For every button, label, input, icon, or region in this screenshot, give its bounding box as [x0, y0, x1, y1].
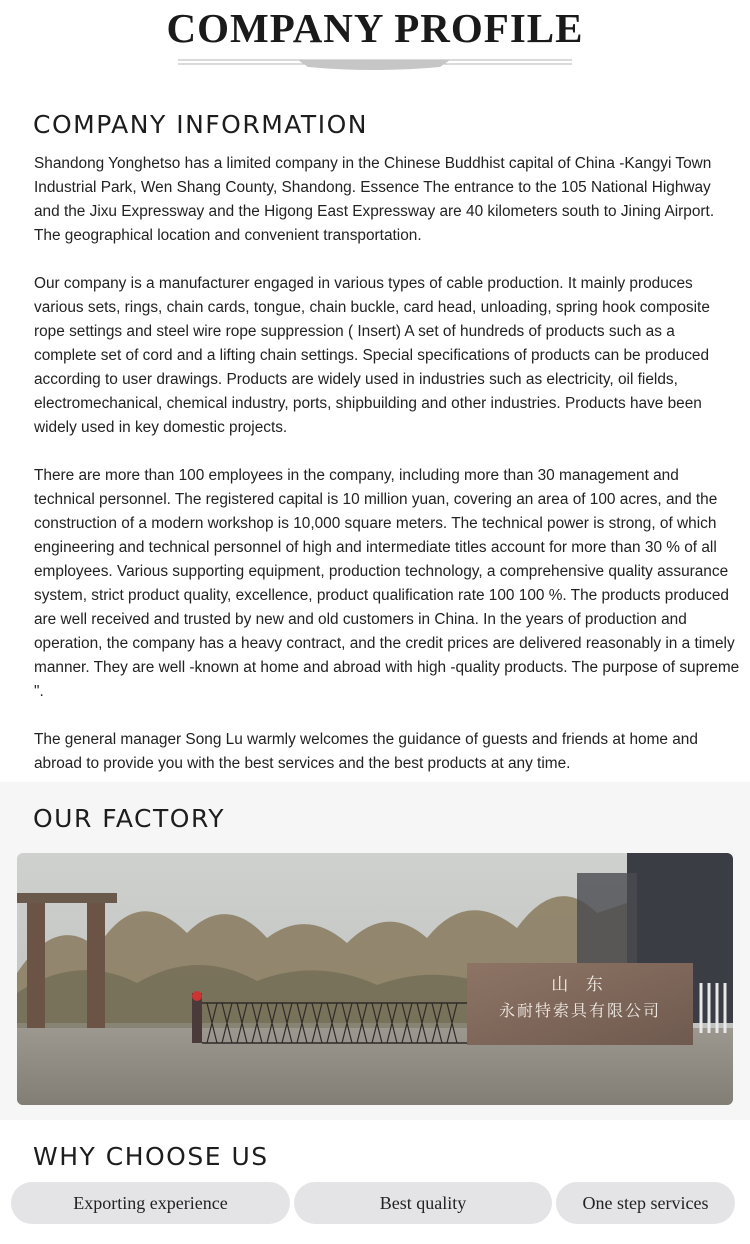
page-title: COMPANY PROFILE	[166, 5, 584, 51]
feature-best-quality[interactable]: Best quality	[294, 1182, 552, 1224]
feature-one-step-services[interactable]: One step services	[556, 1182, 735, 1224]
title-divider-ornament	[178, 56, 572, 74]
feature-exporting-experience[interactable]: Exporting experience	[11, 1182, 290, 1224]
why-choose-us-heading: WHY CHOOSE US	[33, 1142, 269, 1171]
factory-heading: OUR FACTORY	[33, 804, 225, 833]
info-paragraph-4: The general manager Song Lu warmly welcomes the guidance of guests and friends at home and abroad to provide you with the best services and the best products at any time.	[34, 731, 698, 772]
info-paragraph-2: Our company is a manufacturer engaged in various types of cable production. It mainly produces various sets, rings, chain cards, tongue, chain buckle, card head, unloading, spring hook composite rope settings and steel wire rope suppression ( Insert) A set of hundreds of products such as a complete set of cord and a lifting chain settings. Special specifications of products can be produced according to user drawings. Products are widely used in industries such as electricity, oil fields, electromechanical, chemical industry, ports, shipbuilding and other industries. Products have been widely used in key domestic projects.	[34, 275, 710, 436]
factory-section	[0, 782, 750, 1120]
why-choose-us-section	[0, 1120, 750, 1244]
info-paragraph-1: Shandong Yonghetso has a limited company in the Chinese Buddhist capital of China -Kangyi Town Industrial Park, Wen Shang County, Shandong. Essence The entrance to the 105 National Highway and the Jixu Expressway and the Higong East Expressway are 40 kilometers south to Jining Airport. The geographical location and convenient transportation.	[34, 155, 715, 244]
company-information-text	[34, 152, 740, 776]
factory-gate-photo	[17, 853, 733, 1105]
info-paragraph-3: There are more than 100 employees in the company, including more than 30 management and technical personnel. The registered capital is 10 million yuan, covering an area of 100 acres, and the construction of a modern workshop is 10,000 square meters. The technical power is strong, of which engineering and technical personnel of high and intermediate titles account for more than 30 % of all employees. Various supporting equipment, production technology, a comprehensive quality assurance system, strict product quality, excellence, product qualification rate 100 100 %. The products produced are well received and trusted by new and old customers in China. In the years of production and operation, the company has a heavy contract, and the credit prices are delivered reasonably in a timely manner. They are well -known at home and abroad with high -quality products. The purpose of supreme ".	[34, 467, 740, 700]
company-information-heading: COMPANY INFORMATION	[33, 110, 368, 139]
profile-header	[0, 0, 750, 80]
factory-gate-illustration	[17, 853, 733, 1105]
sign-line-2: 永耐特索具有限公司	[498, 1001, 662, 1020]
sign-line-1: 山 东	[551, 975, 609, 995]
